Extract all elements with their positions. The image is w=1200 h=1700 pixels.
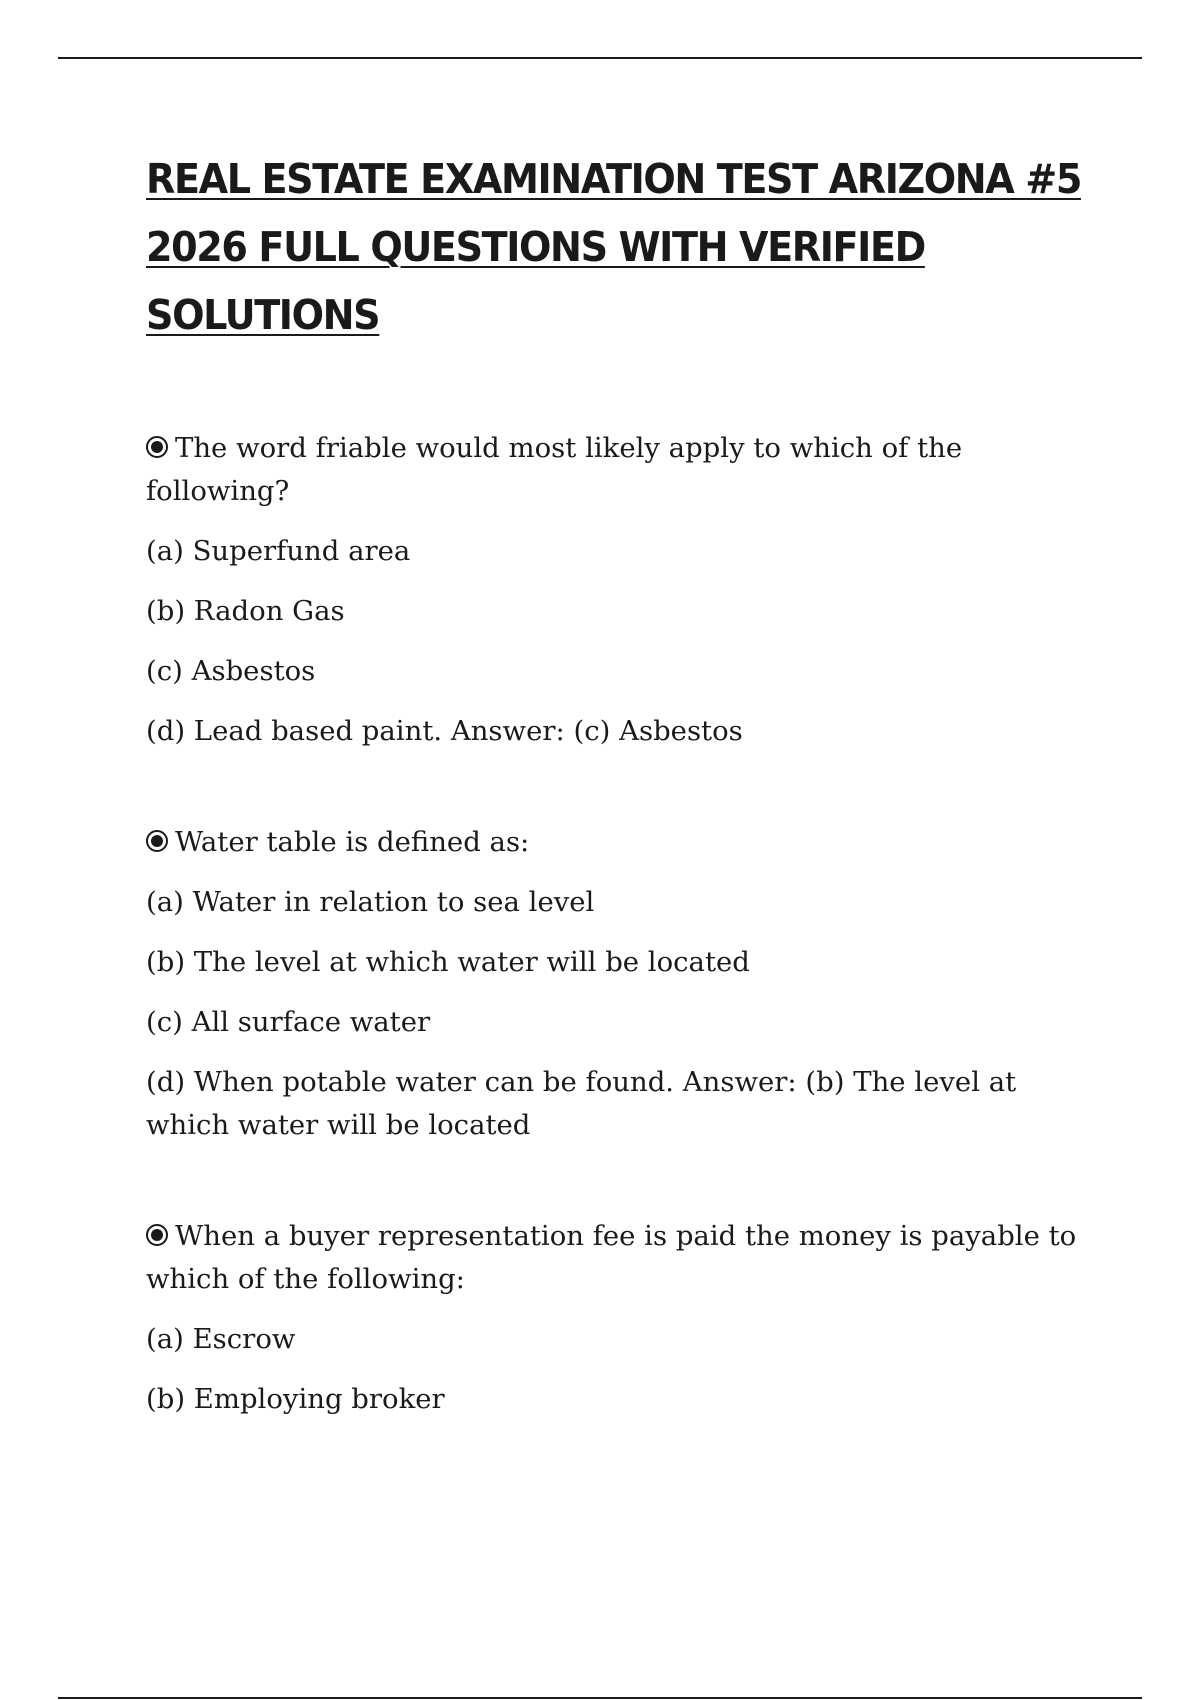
option-d-answer: (d) Lead based paint. Answer: (c) Asbestos <box>146 715 743 747</box>
question-text: Water table is defined as: <box>175 826 530 858</box>
option-c: (c) Asbestos <box>146 655 316 687</box>
option-b: (b) Employing broker <box>146 1383 445 1415</box>
option-c: (c) All surface water <box>146 1006 431 1038</box>
bottom-rule <box>58 1697 1142 1699</box>
radio-bullet-icon <box>146 830 168 852</box>
option-a: (a) Superfund area <box>146 535 411 567</box>
question-block-3 <box>146 1215 1096 1421</box>
option-b: (b) Radon Gas <box>146 595 345 627</box>
document-title: REAL ESTATE EXAMINATION TEST ARIZONA #5 2026 FULL QUESTIONS WITH VERIFIED SOLUTIONS <box>146 155 1081 339</box>
question-block-1 <box>146 427 1096 753</box>
option-a: (a) Water in relation to sea level <box>146 886 595 918</box>
question-2 <box>146 821 1096 864</box>
question-text: The word friable would most likely apply to which of the following? <box>146 432 963 507</box>
option-d-answer: (d) When potable water can be found. Answer: (b) The level at which water will be located <box>146 1066 1017 1141</box>
radio-bullet-icon <box>146 436 168 458</box>
question-3 <box>146 1215 1096 1301</box>
question-block-2 <box>146 821 1096 1147</box>
document-body <box>146 145 1096 1438</box>
option-a: (a) Escrow <box>146 1323 296 1355</box>
question-1 <box>146 427 1096 513</box>
question-text: When a buyer representation fee is paid the money is payable to which of the following: <box>146 1220 1077 1295</box>
top-rule <box>58 57 1142 59</box>
option-b: (b) The level at which water will be located <box>146 946 750 978</box>
radio-bullet-icon <box>146 1224 168 1246</box>
